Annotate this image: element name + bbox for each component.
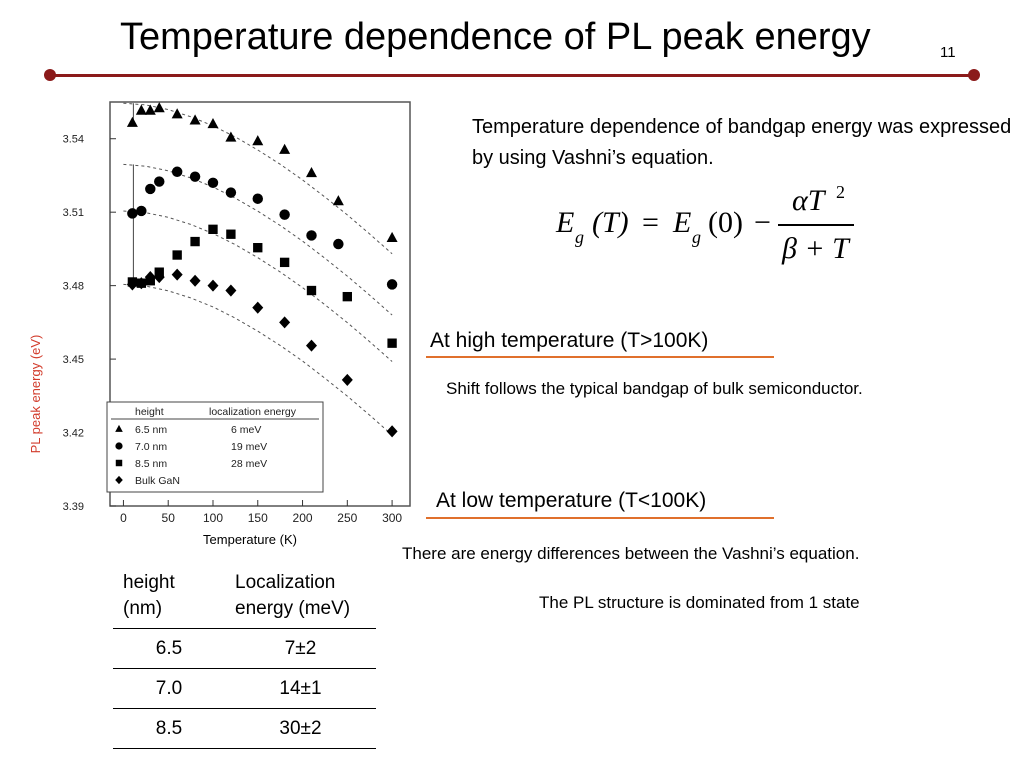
chart-ylabel: PL peak energy (eV) [28, 334, 43, 454]
legend-entry-height: 7.0 nm [135, 441, 168, 453]
x-tick-label: 0 [120, 511, 127, 525]
data-point [127, 208, 137, 218]
data-point [280, 258, 289, 267]
legend-entry-energy: 28 meV [231, 458, 268, 470]
table-row [113, 629, 376, 669]
legend-entry-energy: 19 meV [231, 441, 268, 453]
x-tick-label: 250 [337, 511, 358, 525]
eq-numerator: αT [792, 184, 825, 217]
high-temp-heading: At high temperature (T>100K) [430, 329, 709, 352]
eq-rhs-sub: g [692, 227, 701, 247]
high-temp-underline [426, 356, 774, 358]
table-row [113, 669, 376, 709]
data-point [172, 167, 182, 177]
data-point [145, 184, 155, 194]
y-tick-label: 3.54 [62, 133, 84, 146]
y-tick-label: 3.42 [62, 427, 84, 440]
data-point [190, 171, 200, 181]
low-temp-underline [426, 517, 774, 519]
intro-text: Temperature dependence of bandgap energy was expressed by using Vashni’s equation. [472, 116, 1012, 169]
table-cell: 8.5 [113, 709, 225, 749]
table-cell: 14±1 [225, 669, 376, 709]
data-point [387, 279, 397, 289]
data-point [136, 206, 146, 216]
title-rule-right-dot [968, 69, 980, 81]
data-point [343, 292, 352, 301]
eq-rhs-e: E [673, 206, 692, 239]
data-point [307, 286, 316, 295]
legend-entry-height: 8.5 nm [135, 458, 168, 470]
table-cell: 7.0 [113, 669, 225, 709]
chart-xlabel: Temperature (K) [203, 532, 297, 547]
data-point [226, 187, 236, 197]
slide-title: Temperature dependence of PL peak energy [120, 16, 871, 58]
eq-lhs-arg: (T) [592, 206, 629, 239]
x-tick-label: 300 [382, 511, 403, 525]
x-tick-label: 50 [161, 511, 175, 525]
legend-entry-height: 6.5 nm [135, 424, 168, 436]
eq-rhs-arg: (0) [708, 206, 743, 239]
table-cell: 7±2 [225, 629, 376, 669]
data-point [208, 225, 217, 234]
x-tick-label: 150 [247, 511, 268, 525]
table-header-height: height (nm) [113, 566, 225, 629]
data-point [226, 230, 235, 239]
localization-energy-table [113, 566, 376, 749]
data-point [154, 176, 164, 186]
data-point [190, 237, 199, 246]
y-tick-label: 3.51 [62, 207, 84, 220]
legend-header-height: height [135, 406, 164, 418]
eq-equals: = [642, 206, 659, 239]
data-point [253, 243, 262, 252]
eq-fraction-bar [778, 224, 854, 226]
legend-marker [115, 442, 122, 449]
data-point [253, 193, 263, 203]
data-point [279, 209, 289, 219]
legend-entry-energy: 6 meV [231, 424, 262, 436]
varshni-equation [556, 180, 876, 276]
data-point [172, 250, 181, 259]
table-cell: 6.5 [113, 629, 225, 669]
low-temp-note-1: There are energy differences between the Vashni’s equation. [402, 544, 860, 563]
data-point [306, 230, 316, 240]
low-temp-note-2: The PL structure is dominated from 1 state [539, 593, 860, 612]
table-header-energy: Localization energy (meV) [225, 566, 376, 629]
title-rule [50, 74, 974, 77]
table-row [113, 709, 376, 749]
eq-denominator: β + T [782, 232, 849, 265]
table-cell: 30±2 [225, 709, 376, 749]
page-number: 11 [940, 44, 956, 61]
eq-numerator-exp: 2 [836, 182, 845, 202]
x-tick-label: 200 [292, 511, 313, 525]
legend-entry-height: Bulk GaN [135, 475, 180, 487]
y-tick-label: 3.45 [62, 354, 84, 367]
data-point [208, 178, 218, 188]
data-point [333, 239, 343, 249]
legend-marker [116, 460, 122, 466]
eq-lhs-e: E [556, 206, 575, 239]
pl-peak-energy-chart [20, 92, 420, 558]
y-tick-label: 3.39 [62, 501, 84, 513]
x-tick-label: 100 [202, 511, 224, 525]
low-temp-heading: At low temperature (T<100K) [436, 489, 707, 512]
eq-lhs-sub: g [575, 227, 584, 247]
high-temp-note: Shift follows the typical bandgap of bulk semiconductor. [446, 379, 863, 398]
eq-minus: − [754, 206, 771, 239]
legend-header-energy: localization energy [209, 406, 296, 418]
y-tick-label: 3.48 [62, 280, 84, 293]
data-point [387, 339, 396, 348]
